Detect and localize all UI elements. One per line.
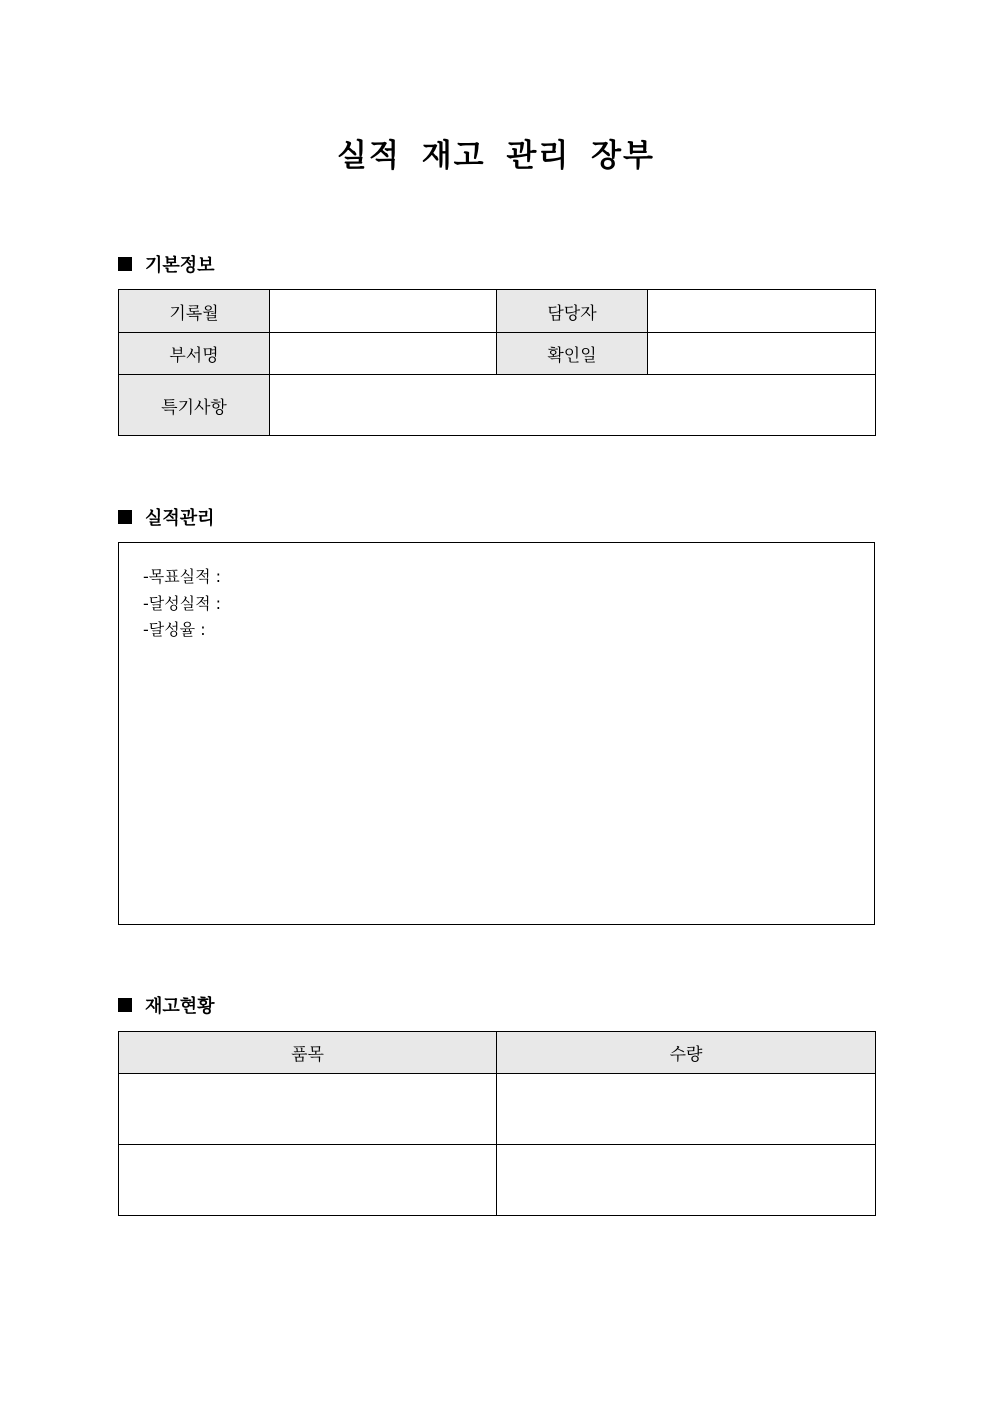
achievement-rate-line: -달성율 : [143, 620, 206, 639]
record-month-label: 기록월 [119, 290, 270, 333]
basic-info-heading-label: 기본정보 [145, 255, 215, 276]
table-row [119, 290, 876, 333]
performance-box[interactable] [118, 542, 875, 925]
table-row [119, 375, 876, 436]
table-row [119, 333, 876, 375]
square-bullet-icon [118, 998, 132, 1012]
record-month-field[interactable] [270, 290, 497, 333]
item-cell[interactable] [119, 1074, 497, 1145]
performance-heading-label: 실적관리 [145, 508, 215, 529]
quantity-cell[interactable] [497, 1145, 876, 1216]
document-title: 실적 재고 관리 장부 [337, 138, 655, 174]
remarks-label: 특기사항 [119, 375, 270, 436]
target-performance-line: -목표실적 : [143, 567, 222, 586]
inventory-heading-label: 재고현황 [145, 996, 215, 1017]
inventory-table [118, 1031, 876, 1216]
department-label: 부서명 [119, 333, 270, 375]
remarks-field[interactable] [270, 375, 876, 436]
column-header-quantity: 수량 [497, 1032, 876, 1074]
table-row [119, 1145, 876, 1216]
basic-info-table [118, 289, 876, 436]
quantity-cell[interactable] [497, 1074, 876, 1145]
inventory-heading [118, 992, 215, 1018]
table-row [119, 1074, 876, 1145]
item-cell[interactable] [119, 1145, 497, 1216]
square-bullet-icon [118, 257, 132, 271]
column-header-item: 품목 [119, 1032, 497, 1074]
manager-field[interactable] [648, 290, 876, 333]
department-field[interactable] [270, 333, 497, 375]
performance-lines [143, 564, 221, 644]
performance-heading [118, 504, 215, 530]
basic-info-heading [118, 251, 215, 277]
achieved-performance-line: -달성실적 : [143, 593, 222, 613]
table-header-row [119, 1032, 876, 1074]
square-bullet-icon [118, 510, 132, 524]
confirm-date-field[interactable] [648, 333, 876, 375]
confirm-date-label: 확인일 [497, 333, 648, 375]
manager-label: 담당자 [497, 290, 648, 333]
